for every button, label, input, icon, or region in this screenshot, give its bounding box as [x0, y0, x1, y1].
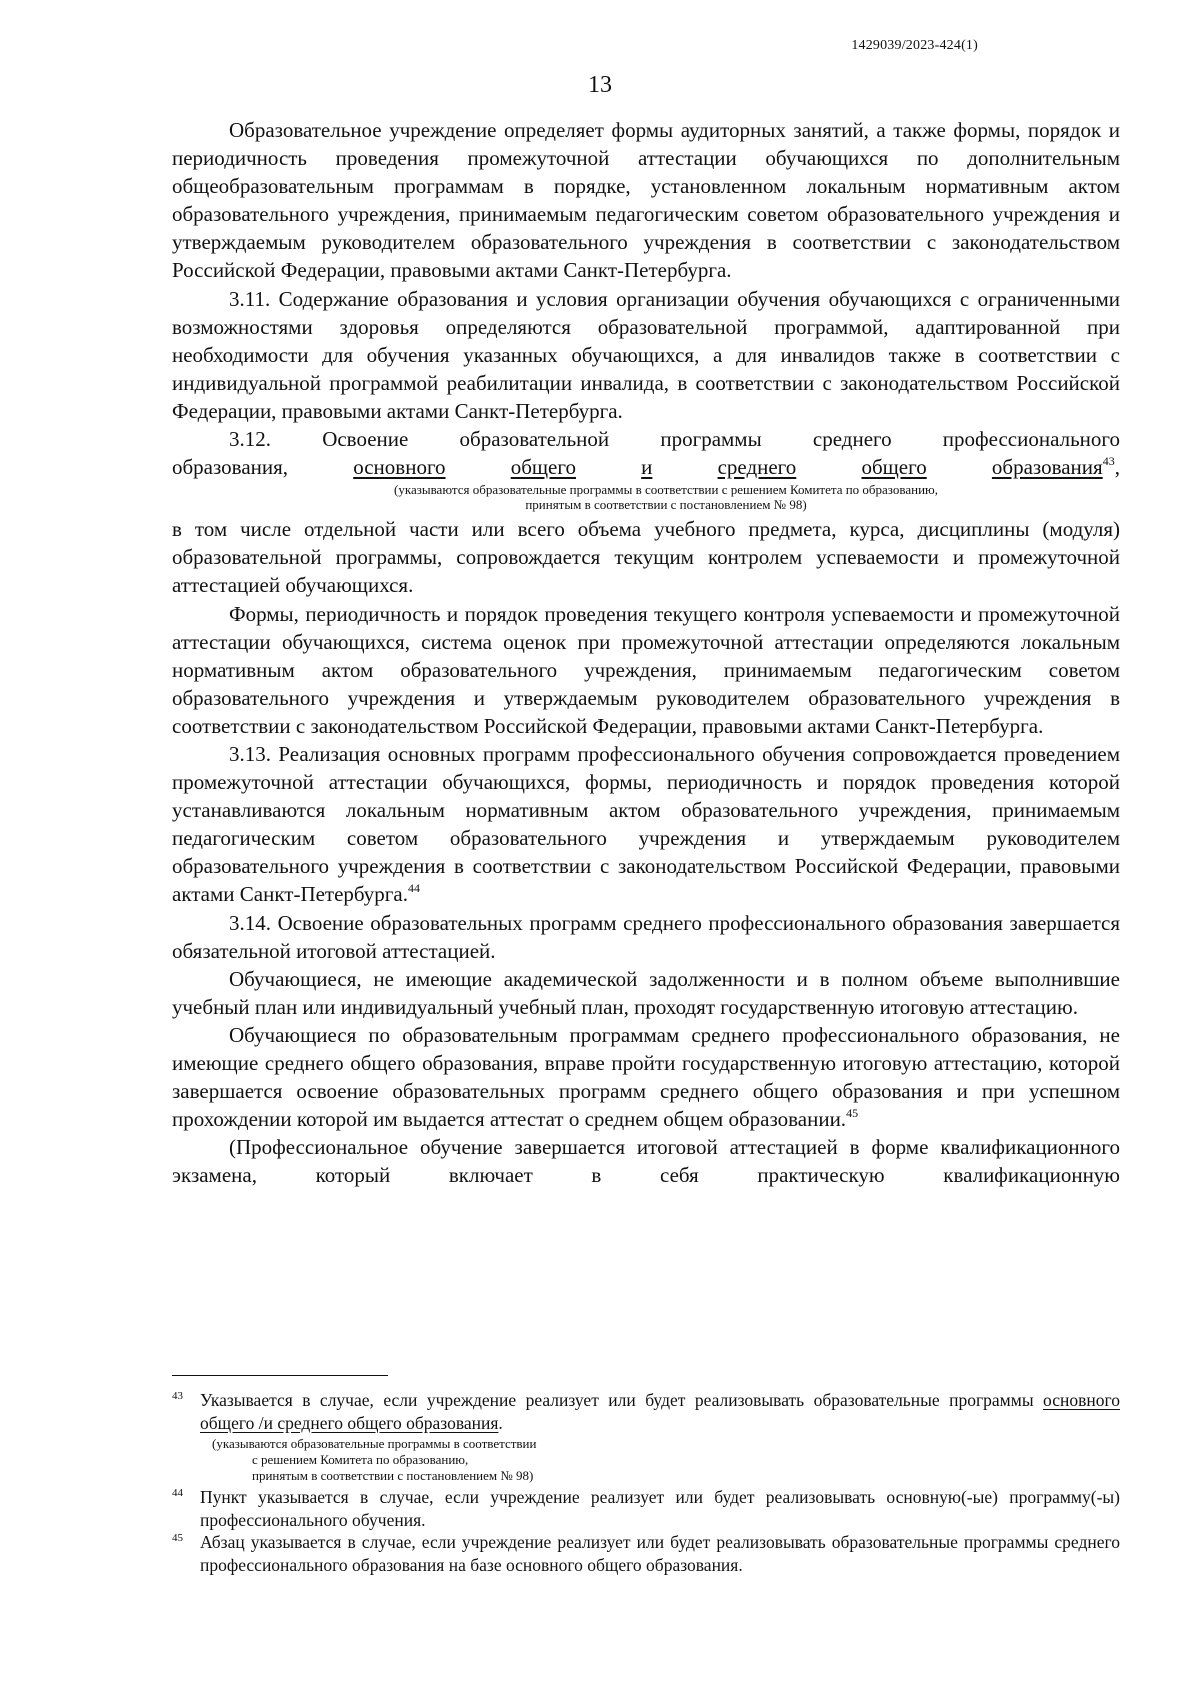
- paragraph-3-13-text: 3.13. Реализация основных программ профессионального обучения сопровождается проведением промежуточной аттестации обучающихся, формы, периодичность и порядок проведения которой устанавливаются локальным нормативным актом образовательного учреждения, принимаемым педагогическим советом образовательного учреждения и утверждаемым руководителем образовательного учреждения в соответствии с законодательством Российской Федерации, правовыми актами Санкт-Петербурга.: [172, 741, 1120, 907]
- paragraph-8-text: Обучающиеся по образовательным программам среднего профессионального образования, не имеющие среднего общего образования, вправе пройти государственную итоговую аттестацию, которой завершается освоение образовательных программ среднего общего образования и при успешном прохождении которой им выдается аттестат о среднем общем образовании.: [172, 1022, 1120, 1132]
- paragraph-3-12-start: 3.12. Освоение образовательной программы среднего профессионального: [229, 427, 1120, 452]
- document-id: 1429039/2023-424(1): [851, 38, 978, 53]
- program-word-2: общего: [510, 455, 576, 480]
- programs-hint: [172, 482, 1120, 512]
- footnote-43-dot: .: [498, 1412, 503, 1433]
- paragraph-3-14: 3.14. Освоение образовательных программ среднего профессионального образования завершается обязательной итоговой аттестацией.: [172, 910, 1120, 963]
- footnote-45-number: 45: [172, 1532, 183, 1544]
- footnote-45: [172, 1531, 1120, 1576]
- footnotes: [172, 1389, 1120, 1576]
- paragraph-3-13: [172, 740, 1120, 909]
- footnote-44-number: 44: [172, 1487, 183, 1499]
- footnote-ref-44[interactable]: 44: [408, 881, 420, 896]
- footnote-ref-43[interactable]: 43: [1102, 454, 1115, 469]
- footnote-43-hint-line-1: (указываются образовательные программы в соответствии: [212, 1436, 537, 1451]
- footnote-43-body: [200, 1389, 1120, 1434]
- footnote-43-underlined: основного общего /и среднего общего образования: [200, 1390, 1120, 1433]
- program-word-3: и: [641, 455, 653, 480]
- footnote-43-number: 43: [172, 1390, 183, 1402]
- program-word-5: общего: [861, 455, 927, 480]
- footnote-43-hint: [212, 1436, 1120, 1484]
- footnote-43-hint-line-2: с решением Комитета по образованию,: [252, 1452, 469, 1467]
- programs-label: образования,: [172, 455, 289, 480]
- footnote-separator: [172, 1375, 388, 1376]
- paragraph-9: (Профессиональное обучение завершается итоговой аттестацией в форме квалификационного экзамена, который включает в себя практическую квалификационную: [172, 1135, 1120, 1188]
- paragraph-3-12-programs-line: [172, 453, 1120, 481]
- program-word-1: основного: [353, 455, 446, 480]
- paragraph-3-12-end: в том числе отдельной части или всего объема учебного предмета, курса, дисциплины (модуля) образовательной программы, сопровождается текущим контролем успеваемости и промежуточной аттестацией обучающихся.: [172, 517, 1120, 598]
- program-word-6-group: [992, 453, 1120, 481]
- program-word-4: среднего: [717, 455, 797, 480]
- footnote-44: [172, 1486, 1120, 1531]
- programs-comma: ,: [1114, 455, 1120, 480]
- footnote-43-hint-line-3: принятым в соответствии с постановлением № 98): [252, 1468, 534, 1483]
- paragraph-8: [172, 1021, 1120, 1133]
- paragraph-1: Образовательное учреждение определяет формы аудиторных занятий, а также формы, порядок и периодичность проведения промежуточной аттестации обучающихся по дополнительным общеобразовательным программам в порядке, установленном локальным нормативным актом образовательного учреждения, принимаемым педагогическим советом образовательного учреждения и утверждаемым руководителем образовательного учреждения в соответствии с законодательством Российской Федерации, правовыми актами Санкт-Петербурга.: [172, 118, 1120, 283]
- paragraph-7: Обучающиеся, не имеющие академической задолженности и в полном объеме выполнившие учебный план или индивидуальный учебный план, проходят государственную итоговую аттестацию.: [172, 966, 1120, 1019]
- footnote-45-text: Абзац указывается в случае, если учреждение реализует или будет реализовывать образовательные программы среднего профессионального образования на базе основного общего образования.: [200, 1532, 1120, 1575]
- paragraph-4: Формы, периодичность и порядок проведения текущего контроля успеваемости и промежуточной аттестации обучающихся, система оценок при промежуточной аттестации определяются локальным нормативным актом образовательного учреждения, принимаемым педагогическим советом образовательного учреждения и утверждаемым руководителем образовательного учреждения в соответствии с законодательством Российской Федерации, правовыми актами Санкт-Петербурга.: [172, 601, 1120, 738]
- page-number: 13: [588, 72, 612, 98]
- program-word-6: образования: [991, 455, 1103, 480]
- footnote-44-text: Пункт указывается в случае, если учреждение реализует или будет реализовывать основную(-ые) программу(-ы) профессионального обучения.: [200, 1487, 1120, 1530]
- document-body: [172, 116, 1120, 1189]
- footnote-ref-45[interactable]: 45: [846, 1106, 859, 1121]
- programs-hint-line-1: (указываются образовательные программы в соответствии с решением Комитета по образованию,: [394, 482, 938, 498]
- programs-hint-line-2: принятым в соответствии с постановлением № 98): [525, 497, 807, 513]
- paragraph-3-11: 3.11. Содержание образования и условия организации обучения обучающихся с ограниченными возможностями здоровья определяются образовательной программой, адаптированной при необходимости для обучения указанных обучающихся, а для инвалидов также в соответствии с индивидуальной программой реабилитации инвалида, в соответствии с законодательством Российской Федерации, правовыми актами Санкт-Петербурга.: [172, 286, 1120, 423]
- footnote-43-text: Указывается в случае, если учреждение реализует или будет реализовывать образовательные программы: [200, 1390, 1034, 1410]
- footnote-43: [172, 1389, 1120, 1434]
